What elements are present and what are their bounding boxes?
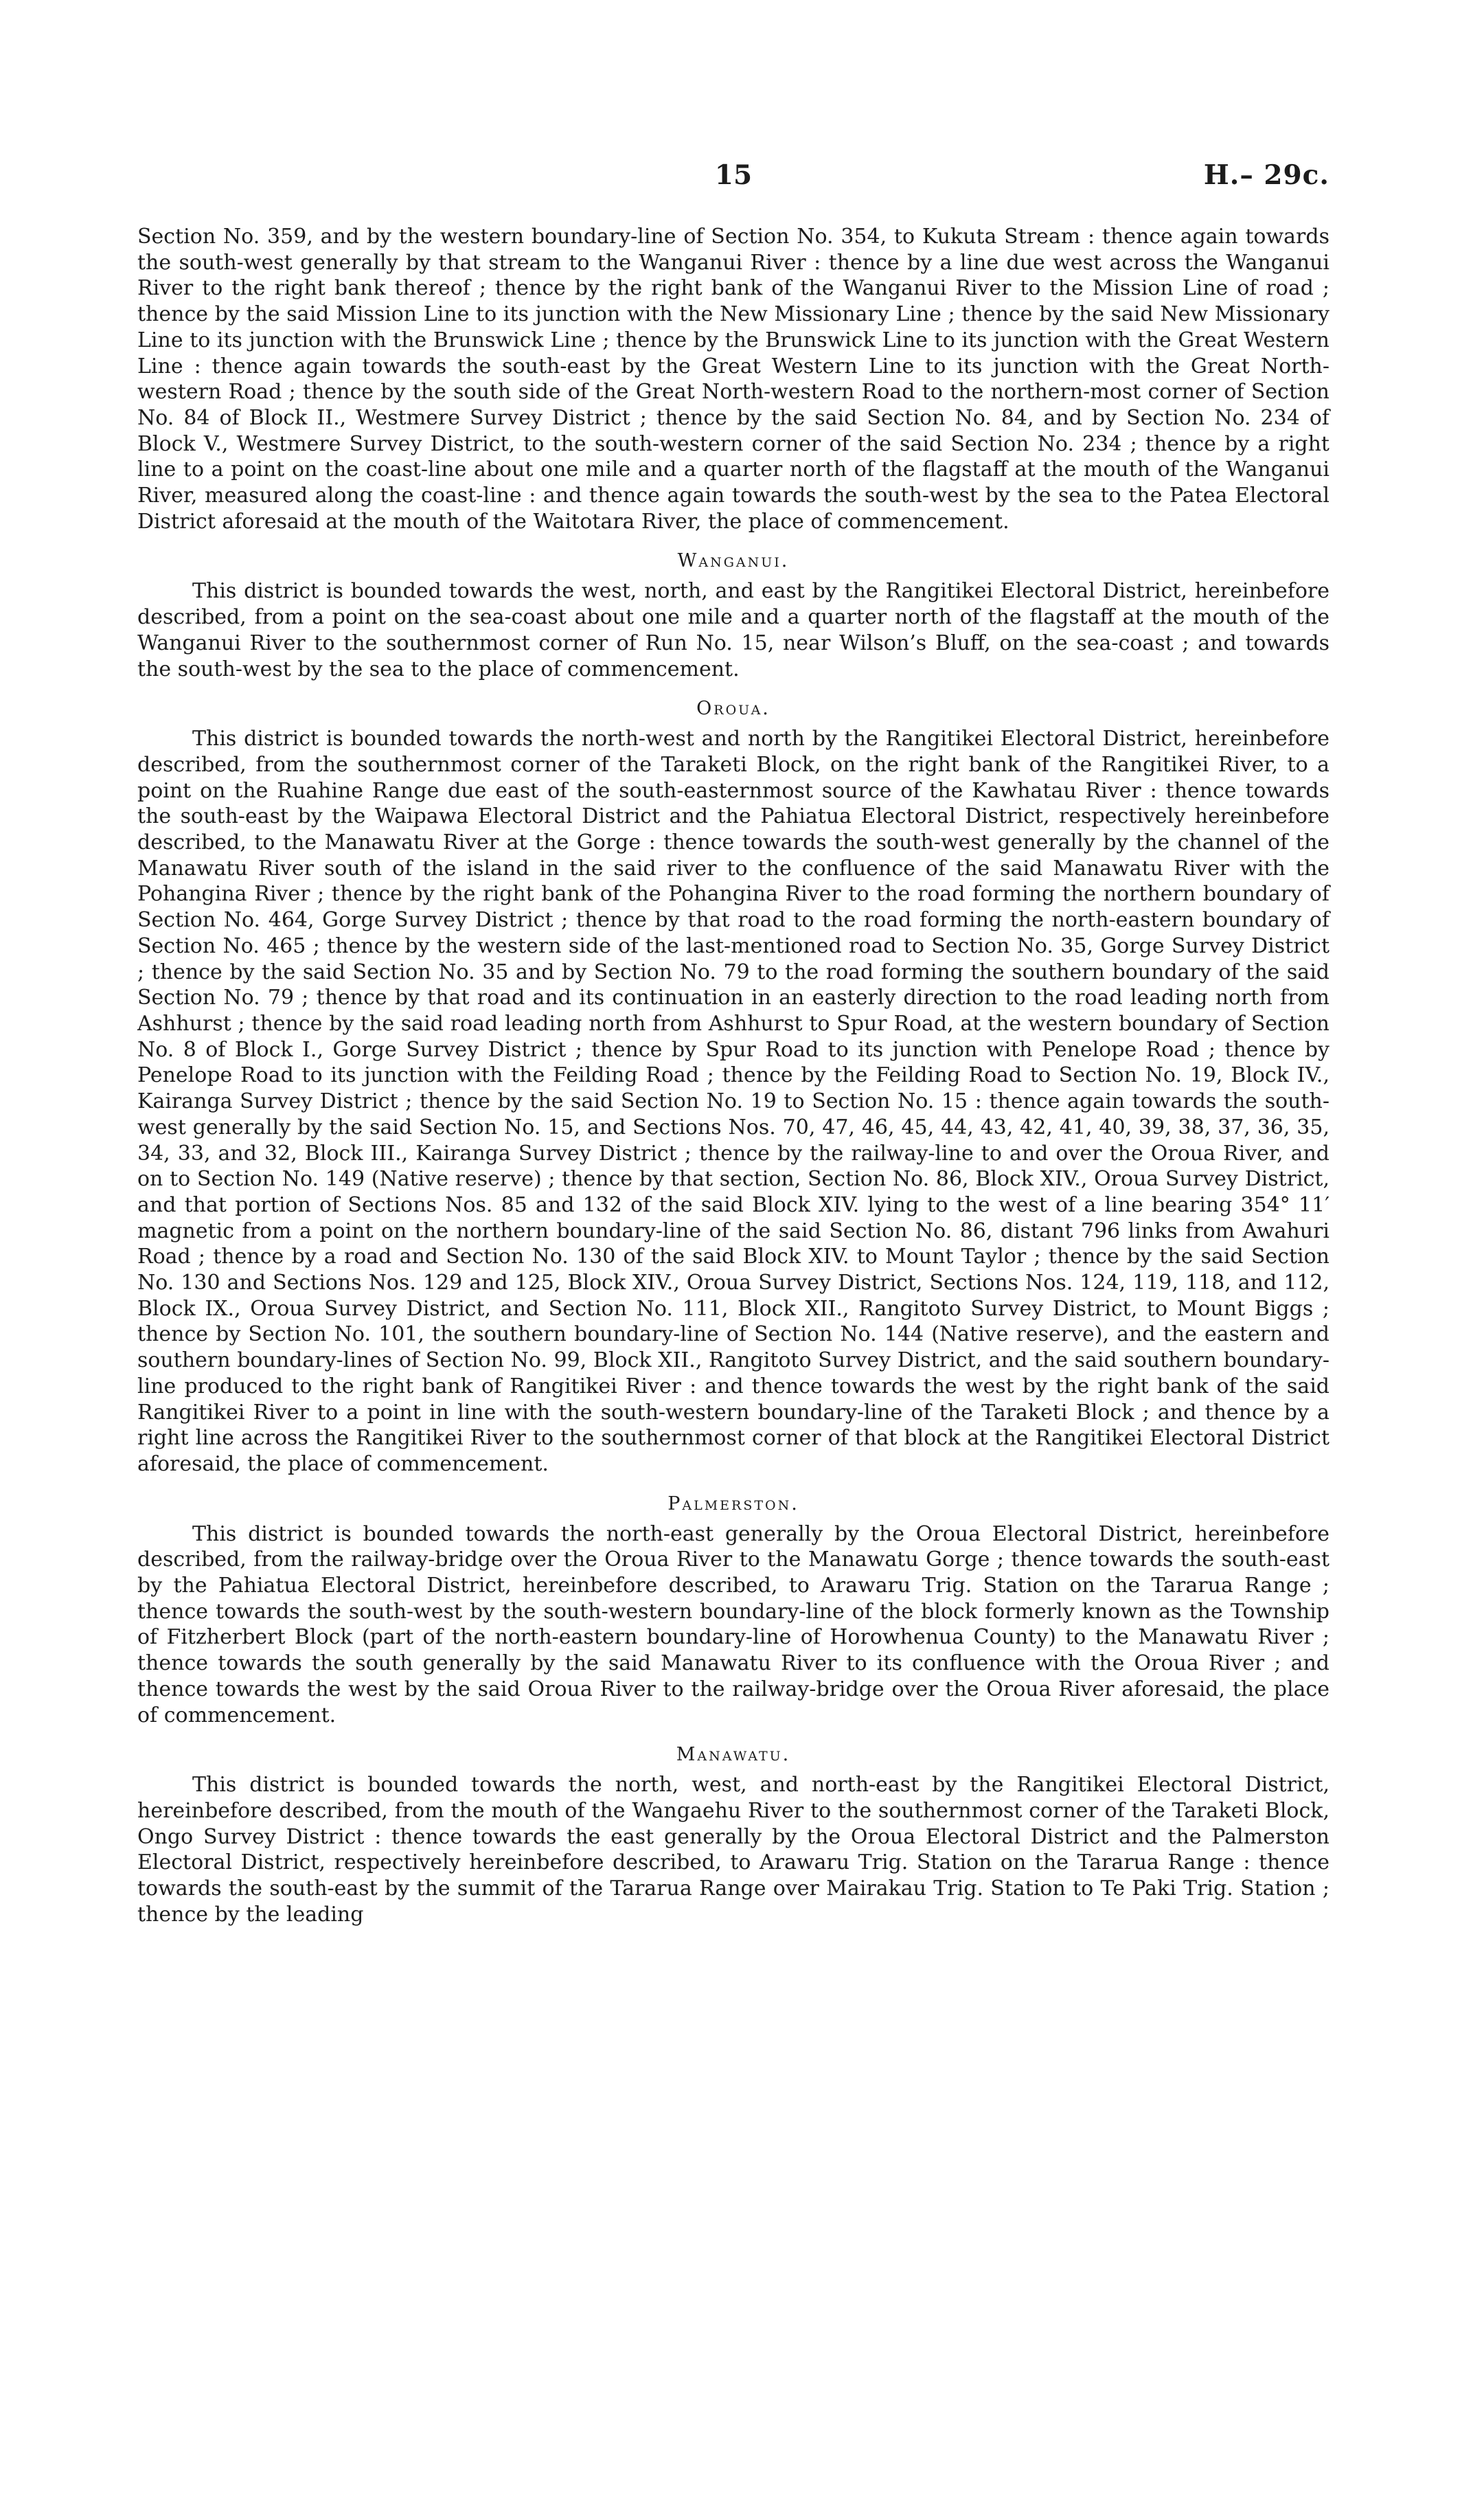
body-text <box>137 224 1329 1927</box>
heading-oroua: Oroua. <box>696 698 770 720</box>
heading-palmerston: Palmerston. <box>667 1493 799 1515</box>
paragraph-wanganui: This district is bounded towards the west, north, and east by the Rangitikei Electoral District, hereinbefore described, from a point on the sea-coast about one mile and a quarter north of the flagstaff at the mouth of the Wanganui River to the southernmost corner of Run No. 15, near Wilson’s Bluff, on the sea-coast ; and towards the south-west by the sea to the place of commencement. <box>137 579 1329 681</box>
document-reference: H.– 29c. <box>1203 159 1329 191</box>
page-number: 15 <box>714 159 753 191</box>
paragraph-manawatu: This district is bounded towards the north, west, and north-east by the Rangitikei Electoral District, hereinbefore described, from the mouth of the Wangaehu River to the southernmost corner of the Taraketi Block, Ongo Survey District : thence towards the east generally by the Oroua Electoral District and the Palmerston Electoral District, respectively hereinbefore described, to Arawaru Trig. Station on the Tararua Range : thence towards the south-east by the summit of the Tararua Range over Mairakau Trig. Station to Te Paki Trig. Station ; thence by the leading <box>137 1773 1329 1927</box>
page-header <box>137 159 1329 201</box>
paragraph-palmerston: This district is bounded towards the north-east generally by the Oroua Electoral District, hereinbefore described, from the railway-bridge over the Oroua River to the Manawatu Gorge ; thence towards the south-east by the Pahiatua Electoral District, hereinbefore described, to Arawaru Trig. Station on the Tararua Range ; thence towards the south-west by the south-western boundary-line of the block formerly known as the Township of Fitzherbert Block (part of the north-eastern boundary-line of Horowhenua County) to the Manawatu River ; thence towards the south generally by the said Manawatu River to its confluence with the Oroua River ; and thence towards the west by the said Oroua River to the railway-bridge over the Oroua River aforesaid, the place of commencement. <box>137 1521 1329 1727</box>
paragraph-oroua: This district is bounded towards the north-west and north by the Rangitikei Electoral District, hereinbefore described, from the southernmost corner of the Taraketi Block, on the right bank of the Rangitikei River, to a point on the Ruahine Range due east of the south-easternmost source of the Kawhatau River : thence towards the south-east by the Waipawa Electoral District and the Pahiatua Electoral District, respectively hereinbefore described, to the Manawatu River at the Gorge : thence towards the south-west generally by the channel of the Manawatu River south of the island in the said river to the confluence of the said Manawatu River with the Pohangina River ; thence by the right bank of the Pohangina River to the road forming the northern boundary of Section No. 464, Gorge Survey District ; thence by that road to the road forming the north-eastern boundary of Section No. 465 ; thence by the western side of the last-mentioned road to Section No. 35, Gorge Survey District ; thence by the said Section No. 35 and by Section No. 79 to the road forming the southern boundary of the said Section No. 79 ; thence by that road and its continuation in an easterly direction to the road leading north from Ashhurst ; thence by the said road leading north from Ashhurst to Spur Road, at the western boundary of Section No. 8 of Block I., Gorge Survey District ; thence by Spur Road to its junction with Penelope Road ; thence by Penelope Road to its junction with the Feilding Road ; thence by the Feilding Road to Section No. 19, Block IV., Kairanga Survey District ; thence by the said Section No. 19 to Section No. 15 : thence again towards the south-west generally by the said Section No. 15, and Sections Nos. 70, 47, 46, 45, 44, 43, 42, 41, 40, 39, 38, 37, 36, 35, 34, 33, and 32, Block III., Kairanga Survey District ; thence by the railway-line to and over the Oroua River, and on to Section No. 149 (Native reserve) ; thence by that section, Section No. 86, Block XIV., Oroua Survey District, and that portion of Sections Nos. 85 and 132 of the said Block XIV. lying to the west of a line bearing 354° 11′ magnetic from a point on the northern boundary-line of the said Section No. 86, distant 796 links from Awahuri Road ; thence by a road and Section No. 130 of the said Block XIV. to Mount Taylor ; thence by the said Section No. 130 and Sections Nos. 129 and 125, Block XIV., Oroua Survey District, Sections Nos. 124, 119, 118, and 112, Block IX., Oroua Survey District, and Section No. 111, Block XII., Rangitoto Survey District, to Mount Biggs ; thence by Section No. 101, the southern boundary-line of Section No. 144 (Native reserve), and the eastern and southern boundary-lines of Section No. 99, Block XII., Rangitoto Survey District, and the said southern boundary-line produced to the right bank of Rangitikei River : and thence towards the west by the right bank of the said Rangitikei River to a point in line with the south-western boundary-line of the Taraketi Block ; and thence by a right line across the Rangitikei River to the southernmost corner of that block at the Rangitikei Electoral District aforesaid, the place of commencement. <box>137 727 1329 1476</box>
opening-paragraph: Section No. 359, and by the western boundary-line of Section No. 354, to Kukuta Stream : thence again towards the south-west generally by that stream to the Wanganui River : thence by a line due west across the Wanganui River to the right bank thereof ; thence by the right bank of the Wanganui River to the Mission Line of road ; thence by the said Mission Line to its junction with the New Missionary Line ; thence by the said New Missionary Line to its junction with the Brunswick Line ; thence by the Brunswick Line to its junction with the Great Western Line : thence again towards the south-east by the Great Western Line to its junction with the Great North-western Road ; thence by the south side of the Great North-western Road to the northern-most corner of Section No. 84 of Block II., Westmere Survey District ; thence by the said Section No. 84, and by Section No. 234 of Block V., Westmere Survey District, to the south-western corner of the said Section No. 234 ; thence by a right line to a point on the coast-line about one mile and a quarter north of the flagstaff at the mouth of the Wanganui River, measured along the coast-line : and thence again towards the south-west by the sea to the Patea Electoral District aforesaid at the mouth of the Waitotara River, the place of commencement. <box>137 225 1329 534</box>
heading-wanganui: Wanganui. <box>677 550 790 572</box>
heading-manawatu: Manawatu. <box>676 1744 791 1766</box>
